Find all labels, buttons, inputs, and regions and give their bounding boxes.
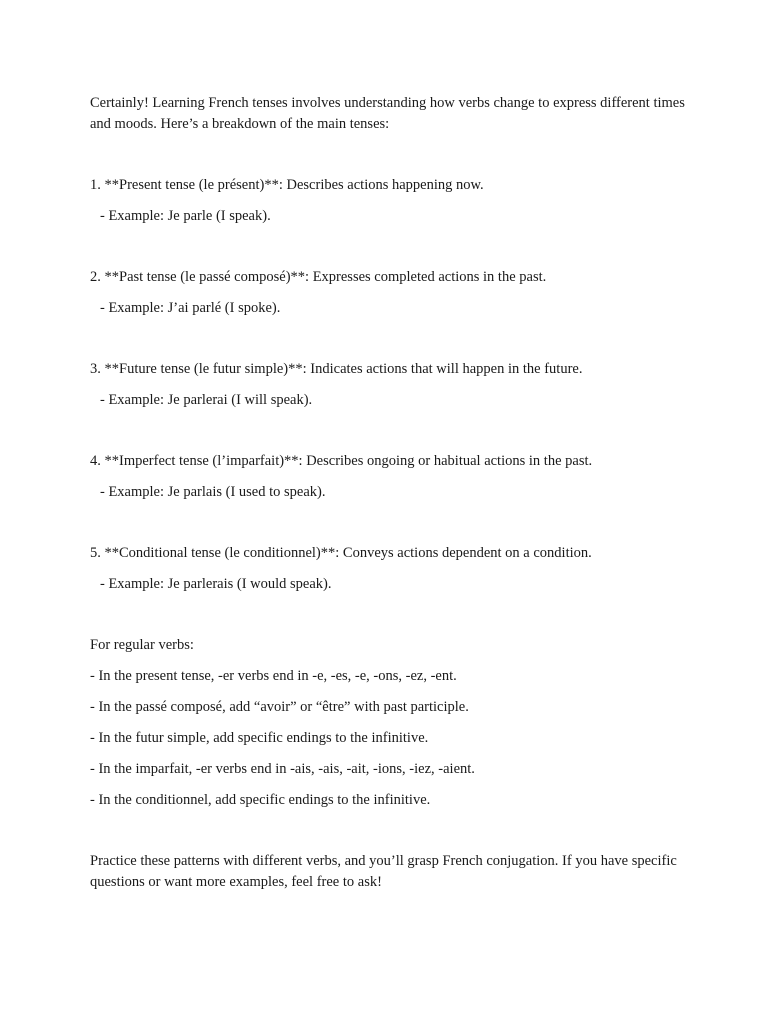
tense-item (90, 451, 690, 503)
tense-example: - Example: Je parlais (I used to speak). (100, 484, 326, 500)
rule-item: - In the conditionnel, add specific endings to the infinitive. (90, 792, 431, 808)
rule-item: - In the present tense, -er verbs end in -e, -es, -e, -ons, -ez, -ent. (90, 668, 457, 684)
tense-title: 1. **Present tense (le présent)**: Describes actions happening now. (90, 177, 484, 193)
tense-item (90, 543, 690, 595)
rule-item: - In the futur simple, add specific endings to the infinitive. (90, 730, 429, 746)
intro-paragraph: Certainly! Learning French tenses involves understanding how verbs change to express different times and moods. Here’s a breakdown of the main tenses: (90, 95, 685, 132)
document-body (90, 93, 690, 893)
tense-example: - Example: Je parle (I speak). (100, 208, 271, 224)
tense-title: 3. **Future tense (le futur simple)**: Indicates actions that will happen in the future. (90, 361, 583, 377)
tense-example: - Example: Je parlerais (I would speak). (100, 576, 332, 592)
rule-item: - In the passé composé, add “avoir” or “être” with past participle. (90, 699, 469, 715)
tense-example: - Example: Je parlerai (I will speak). (100, 392, 313, 408)
tense-title: 5. **Conditional tense (le conditionnel)**: Conveys actions dependent on a condition. (90, 545, 592, 561)
tense-title: 4. **Imperfect tense (l’imparfait)**: Describes ongoing or habitual actions in the past. (90, 453, 593, 469)
tense-item (90, 267, 690, 319)
tense-title: 2. **Past tense (le passé composé)**: Expresses completed actions in the past. (90, 269, 547, 285)
tense-item (90, 175, 690, 227)
rule-item: - In the imparfait, -er verbs end in -ais, -ais, -ait, -ions, -iez, -aient. (90, 761, 475, 777)
closing-paragraph: Practice these patterns with different verbs, and you’ll grasp French conjugation. If you have specific questions or want more examples, feel free to ask! (90, 853, 677, 890)
tense-item (90, 359, 690, 411)
rules-heading: For regular verbs: (90, 637, 194, 653)
tense-example: - Example: J’ai parlé (I spoke). (100, 300, 281, 316)
